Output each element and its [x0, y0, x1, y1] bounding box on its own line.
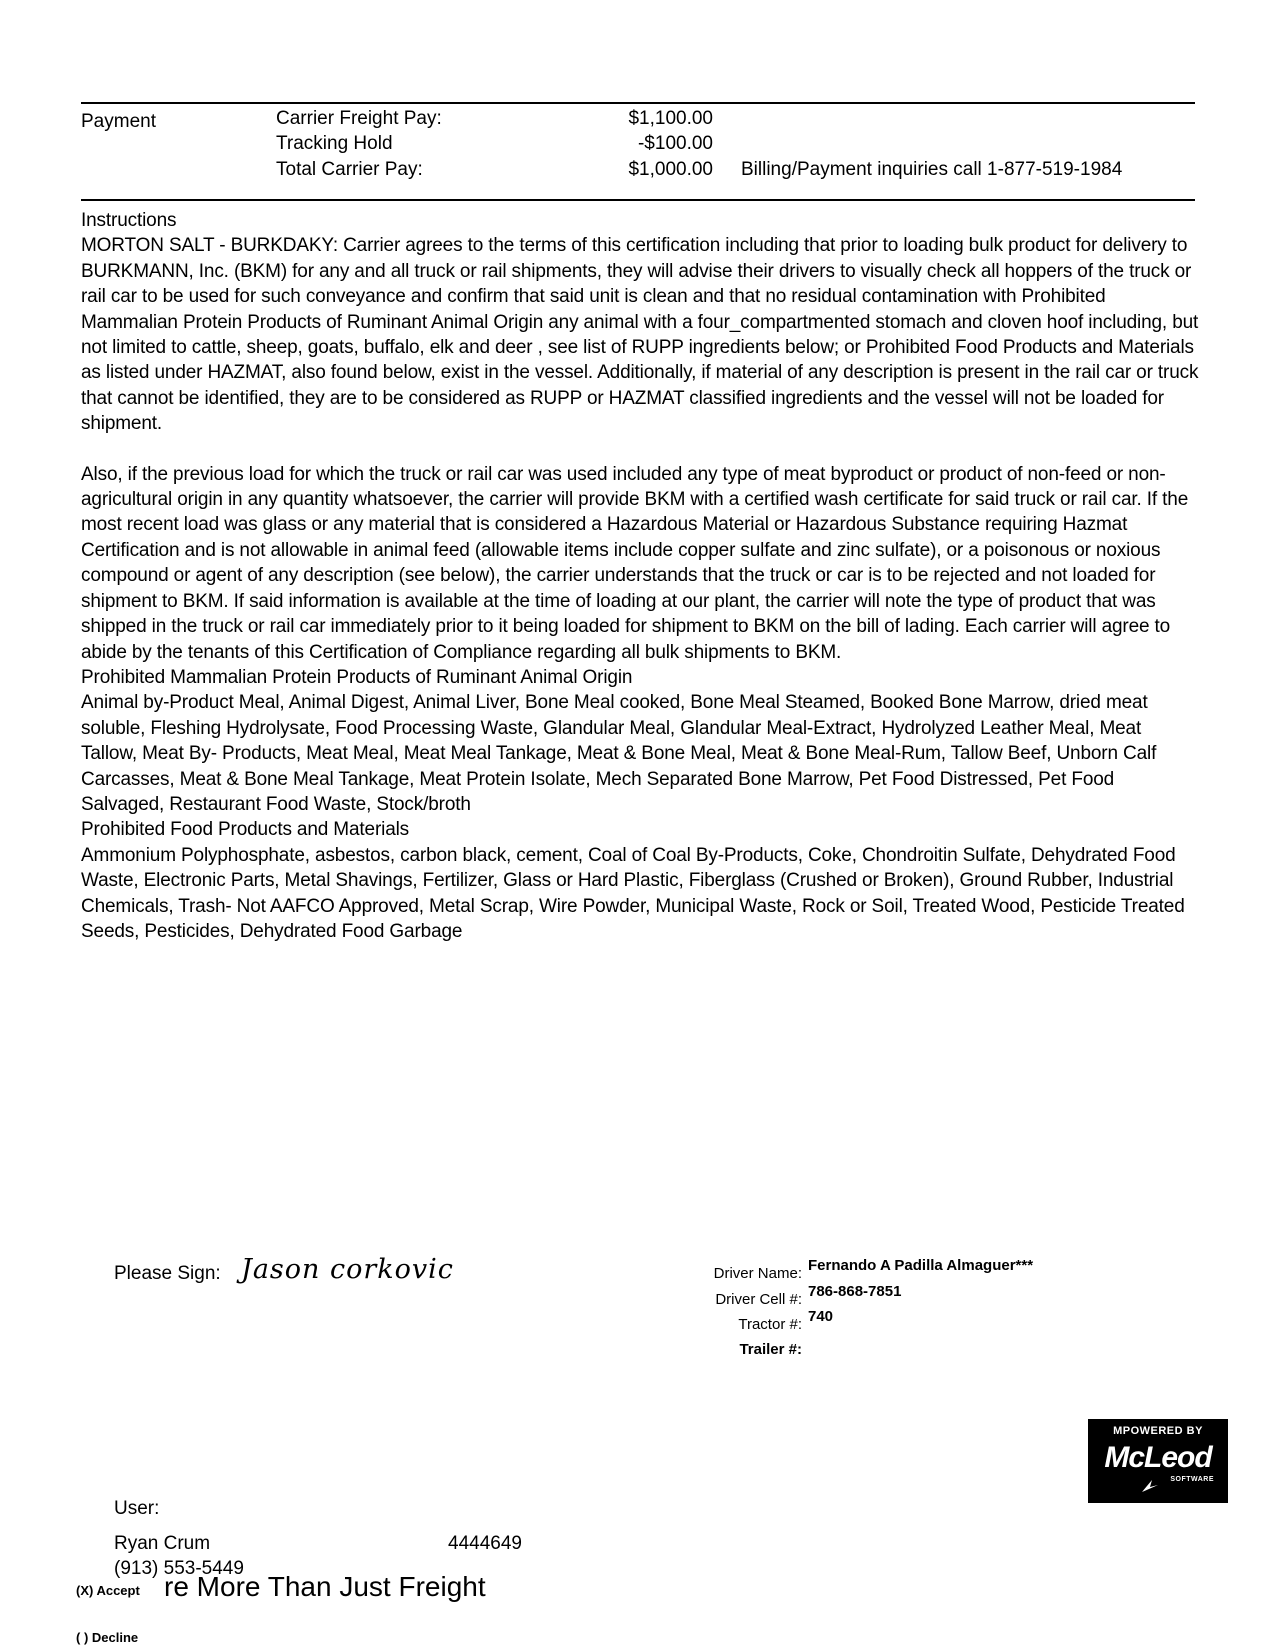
user-id: 4444649 [448, 1533, 522, 1554]
logo-swoosh-icon [1140, 1479, 1160, 1493]
instructions-block [81, 208, 1201, 944]
user-label: User: [114, 1498, 160, 1519]
user-name: Ryan Crum [114, 1533, 211, 1554]
carrier-freight-pay-label: Carrier Freight Pay: [276, 108, 442, 129]
tracking-hold-label: Tracking Hold [276, 133, 393, 154]
logo-mcleod: McLeod [1104, 1441, 1212, 1474]
driver-cell-label: Driver Cell #: [715, 1291, 802, 1308]
logo-software: SOFTWARE [1170, 1476, 1214, 1483]
tracking-hold-amount: -$100.00 [637, 133, 713, 154]
tractor-label: Tractor #: [738, 1316, 802, 1333]
instructions-paragraph-2: Also, if the previous load for which the truck or rail car was used included any type of meat byproduct or product of non-feed or non-agricultural origin in any quantity whatsoever, the carrier will provide BKM with a certified wash certificate for said truck or rail car. If the most recent load was glass or any material that is considered a Hazardous Material or Hazardous Substance requiring Hazmat Certification and is not allowable in animal feed (allowable items include copper sulfate and zinc sulfate), or a poisonous or noxious compound or agent of any description (see below), the carrier understands that the truck or car is to be rejected and not loaded for shipment to BKM. If said information is available at the time of loading at our plant, the carrier will note the type of product that was shipped in the truck or rail car immediately prior to it being loaded for shipment to BKM on the bill of lading. Each carrier will agree to abide by the tenants of this Certification of Compliance regarding all bulk shipments to BKM. [81, 463, 1189, 663]
carrier-freight-pay-amount: $1,100.00 [628, 108, 713, 129]
driver-name: Fernando A Padilla Almaguer*** [808, 1257, 1034, 1274]
hazmat-heading: Prohibited Food Products and Materials [81, 819, 410, 841]
rupp-heading: Prohibited Mammalian Protein Products of Ruminant Animal Origin [81, 666, 633, 688]
total-carrier-pay-amount: $1,000.00 [628, 159, 713, 180]
accept-option[interactable]: (X) Accept [76, 1583, 140, 1598]
hazmat-list: Ammonium Polyphosphate, asbestos, carbon black, cement, Coal of Coal By-Products, Coke, Chondroitin Sulfate, Dehydrated Food Waste, Electronic Parts, Metal Shavings, Fertilizer, Glass or Hard Plastic, Fiberglass (Crushed or Broken), Ground Rubber, Industrial Chemicals, Trash- Not AAFCO Approved, Metal Scrap, Wire Powder, Municipal Waste, Rock or Soil, Treated Wood, Pesticide Treated Seeds, Pesticides, Dehydrated Food Garbage [81, 844, 1185, 942]
decline-option[interactable]: ( ) Decline [76, 1630, 139, 1645]
tractor-number: 740 [808, 1308, 834, 1325]
total-carrier-pay-label: Total Carrier Pay: [276, 159, 423, 180]
paragraph-gap [81, 437, 1201, 462]
driver-name-label: Driver Name: [713, 1265, 802, 1282]
tagline: re More Than Just Freight [164, 1571, 486, 1602]
middle-rule [81, 199, 1195, 201]
please-sign-label: Please Sign: [114, 1263, 221, 1284]
rupp-list: Animal by-Product Meal, Animal Digest, Animal Liver, Bone Meal cooked, Bone Meal Steamed, Booked Bone Marrow, dried meat soluble, Fleshing Hydrolysate, Food Processing Waste, Glandular Meal, Glandular Meal-Extract, Hydrolyzed Leather Meal, Meat Tallow, Meat By- Products, Meat Meal, Meat Meal Tankage, Meat & Bone Meal, Meat & Bone Meal-Rum, Tallow Beef, Unborn Calf Carcasses, Meat & Bone Meal Tankage, Meat Protein Isolate, Mech Separated Bone Marrow, Pet Food Distressed, Pet Food Salvaged, Restaurant Food Waste, Stock/broth [81, 692, 1157, 815]
top-rule [81, 102, 1195, 104]
driver-cell: 786-868-7851 [808, 1283, 902, 1300]
billing-inquiries: Billing/Payment inquiries call 1-877-519-1984 [741, 159, 1123, 180]
instructions-heading: Instructions [81, 210, 177, 231]
payment-label: Payment [81, 111, 156, 132]
logo-powered-by: MPOWERED BY [1113, 1425, 1203, 1437]
trailer-label: Trailer #: [739, 1341, 802, 1358]
signature-value: Jason corkovic [241, 1254, 454, 1285]
user-phone: (913) 553-5449 [114, 1558, 244, 1579]
mcleod-logo [1088, 1419, 1228, 1503]
instructions-paragraph-1: MORTON SALT - BURKDAKY: Carrier agrees to the terms of this certification including that prior to loading bulk product for delivery to BURKMANN, Inc. (BKM) for any and all truck or rail shipments, they will advise their drivers to visually check all hoppers of the truck or rail car to be used for such conveyance and confirm that said unit is clean and that no residual contamination with Prohibited Mammalian Protein Products of Ruminant Animal Origin any animal with a four_compartmented stomach and cloven hoof including, but not limited to cattle, sheep, goats, buffalo, elk and deer , see list of RUPP ingredients below; or Prohibited Food Products and Materials as listed under HAZMAT, also found below, exist in the vessel. Additionally, if material of any description is present in the rail car or truck that cannot be identified, they are to be considered as RUPP or HAZMAT classified ingredients and the vessel will not be loaded for shipment. [81, 235, 1199, 435]
